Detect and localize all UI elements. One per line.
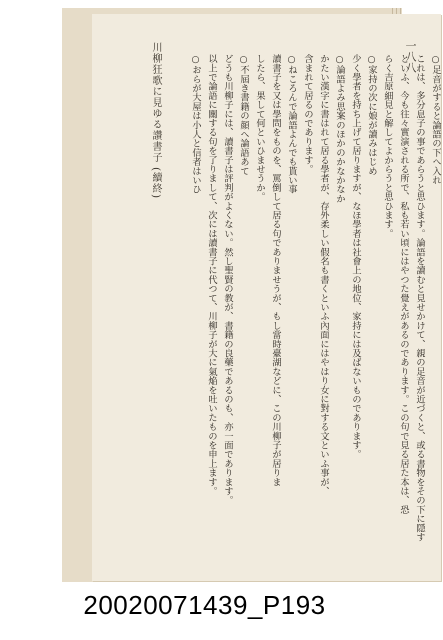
text-line: これは、多分息子の事であらうと思ひます。論語を讀むと見せかけて、親の足音が近づくと、或る書物をその下に隠す — [414, 54, 425, 542]
body-text — [187, 54, 443, 542]
text-line: といふ、今も往々實演される所で、私も若い頃にはやつた覺えがあるのであります。この句で見る居た本は、恐 — [398, 54, 409, 514]
text-line: したら、果して何といひませうか。 — [254, 54, 265, 202]
text-line: 以上で論語に關する句を了りまして、次には讀書子に代つて、川柳子が大に氣焔を吐いたものを申上ます。 — [206, 54, 217, 496]
text-line: ○ねころんで論語よんでも貰い事 — [286, 54, 297, 194]
text-line: ○おらが大屋は小人と信者はいひ — [190, 54, 201, 194]
page-number: 一八八 — [404, 40, 417, 73]
text-line: ○論語よみ思案のほかのかなかなか — [334, 54, 345, 203]
page-stack — [62, 8, 441, 582]
running-head: 川柳狂歌に見ゆる讚書子 (續終) — [150, 42, 161, 199]
text-line: ○足音がすると論語の下へ入れ — [430, 54, 441, 185]
text-line: どうも川柳子には、讀書子は評判がよくない。然し聖賢の教が、書籍の良藥であるのも、亦一面であります。 — [222, 54, 233, 505]
text-line: らく吉原細見と解してよからうと思ひます。 — [382, 54, 393, 238]
image-caption: 20020071439_P193 — [83, 590, 326, 620]
book-page — [92, 14, 441, 581]
text-line: 含まれて居るのであります。 — [302, 54, 313, 174]
text-line: ○不屆き書籍の顔へ論語あて — [238, 54, 249, 176]
text-line: ○家持の次に娘が讀みはじめ — [366, 54, 377, 176]
text-line: かたい漢字に書はれて居る學者が、存外柔しい假名も書くといふ內面にはやはり女に對する文といふ事が、 — [318, 54, 329, 496]
text-line: 讀書子を又は學問をものを、罵倒して居る句でありませうが、もし當時臺湖などに、この川柳子が居りま — [270, 54, 281, 487]
text-line: 少く學者を持ち上げて居りますが、なほ學者は社會上の地位、家持には及ばないものであります。 — [350, 54, 361, 459]
